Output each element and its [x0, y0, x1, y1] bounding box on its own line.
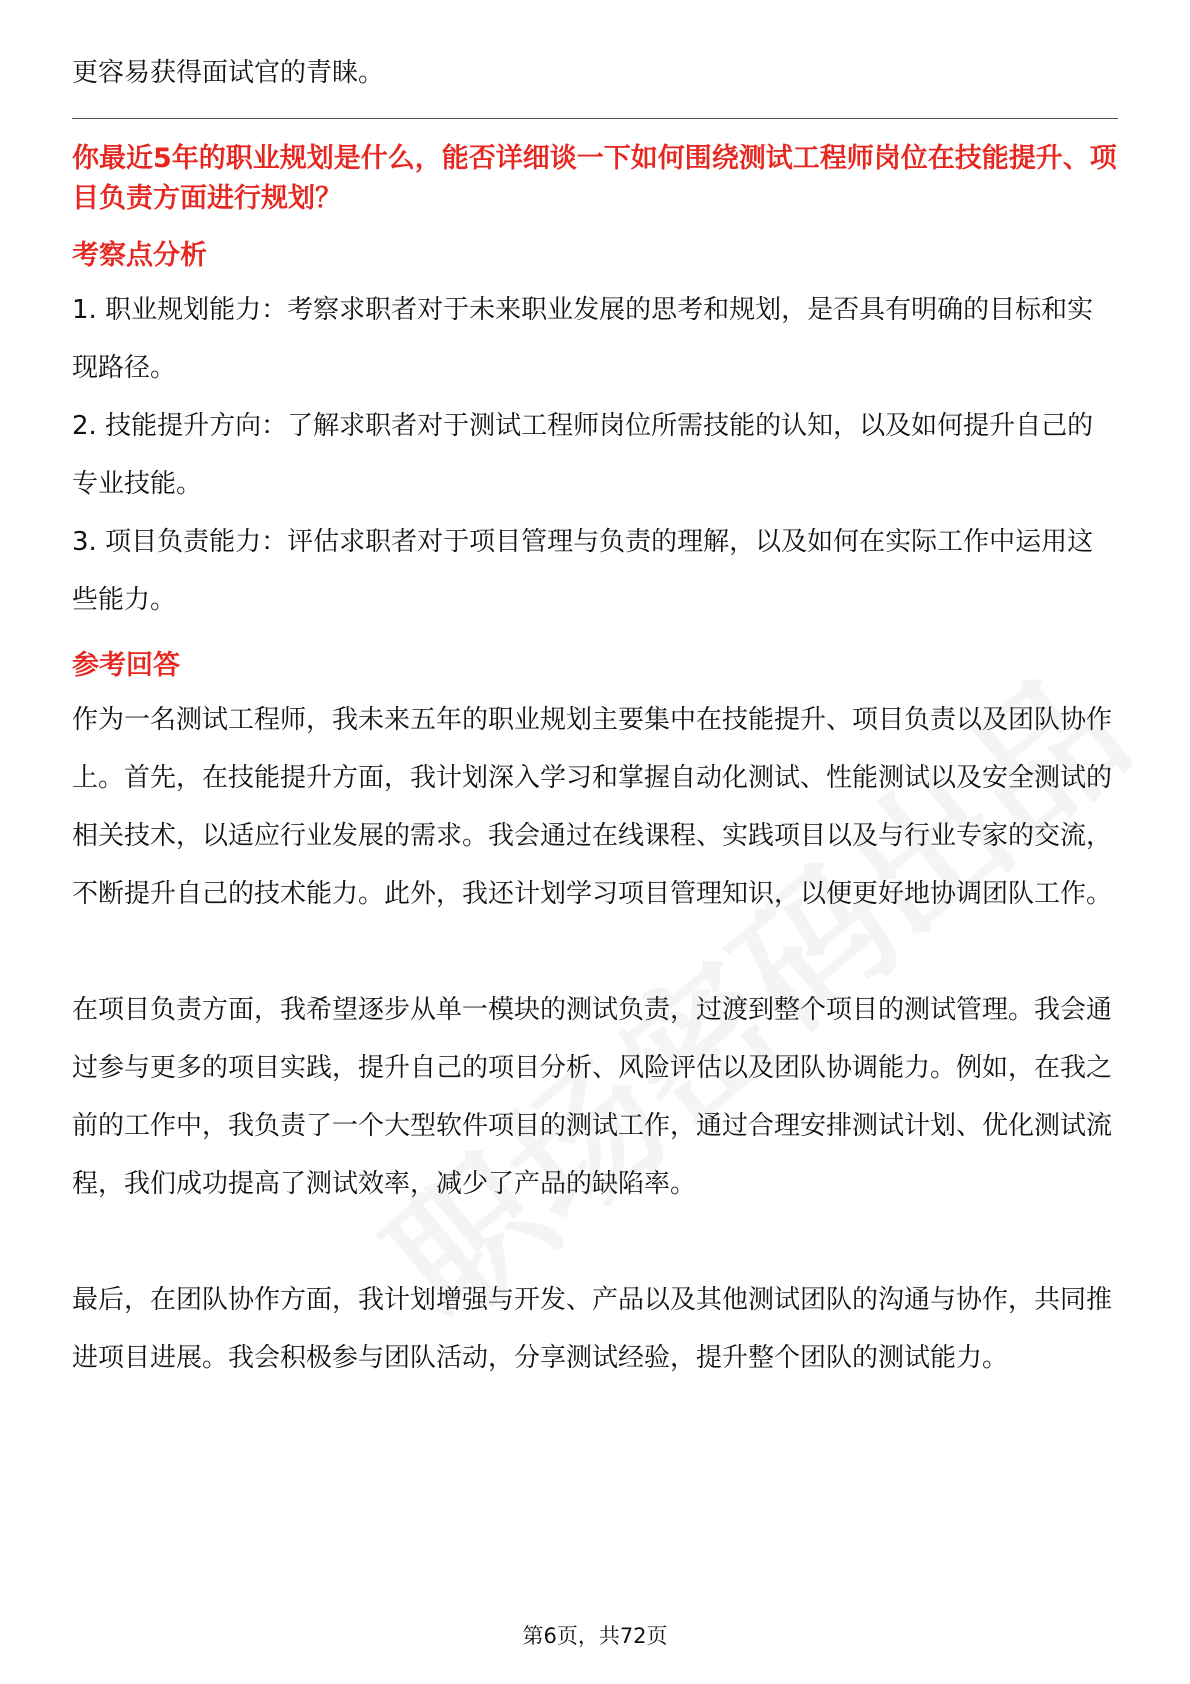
page-number: 第6页，共72页: [522, 1624, 668, 1648]
analysis-title: 考察点分析: [72, 240, 207, 271]
section-divider: [72, 118, 1118, 119]
answer-paragraph: 最后，在团队协作方面，我计划增强与开发、产品以及其他测试团队的沟通与协作，共同推进项目进展。我会积极参与团队活动，分享测试经验，提升整个团队的测试能力。: [72, 1285, 1113, 1373]
answer-paragraph: 在项目负责方面，我希望逐步从单一模块的测试负责，过渡到整个项目的测试管理。我会通过参与更多的项目实践，提升自己的项目分析、风险评估以及团队协调能力。例如，在我之前的工作中，我负责了一个大型软件项目的测试工作，通过合理安排测试计划、优化测试流程，我们成功提高了测试效率，减少了产品的缺陷率。: [72, 995, 1113, 1199]
analysis-item: 2. 技能提升方向：了解求职者对于测试工程师岗位所需技能的认知，以及如何提升自己的专业技能。: [72, 411, 1094, 499]
page-content: [72, 44, 1118, 1387]
paragraph-spacer: [72, 1213, 1118, 1271]
intro-line: 更容易获得面试官的青睐。: [72, 58, 385, 88]
analysis-item: 1. 职业规划能力：考察求职者对于未来职业发展的思考和规划，是否具有明确的目标和实现路径。: [72, 295, 1094, 383]
answer-title: 参考回答: [72, 650, 180, 681]
analysis-item: 3. 项目负责能力：评估求职者对于项目管理与负责的理解，以及如何在实际工作中运用这些能力。: [72, 527, 1094, 615]
paragraph-spacer: [72, 923, 1118, 981]
answer-paragraph: 作为一名测试工程师，我未来五年的职业规划主要集中在技能提升、项目负责以及团队协作上。首先，在技能提升方面，我计划深入学习和掌握自动化测试、性能测试以及安全测试的相关技术，以适应行业发展的需求。我会通过在线课程、实践项目以及与行业专家的交流，不断提升自己的技术能力。此外，我还计划学习项目管理知识，以便更好地协调团队工作。: [72, 705, 1113, 909]
question-heading: 你最近5年的职业规划是什么，能否详细谈一下如何围绕测试工程师岗位在技能提升、项目负责方面进行规划？: [72, 143, 1117, 214]
